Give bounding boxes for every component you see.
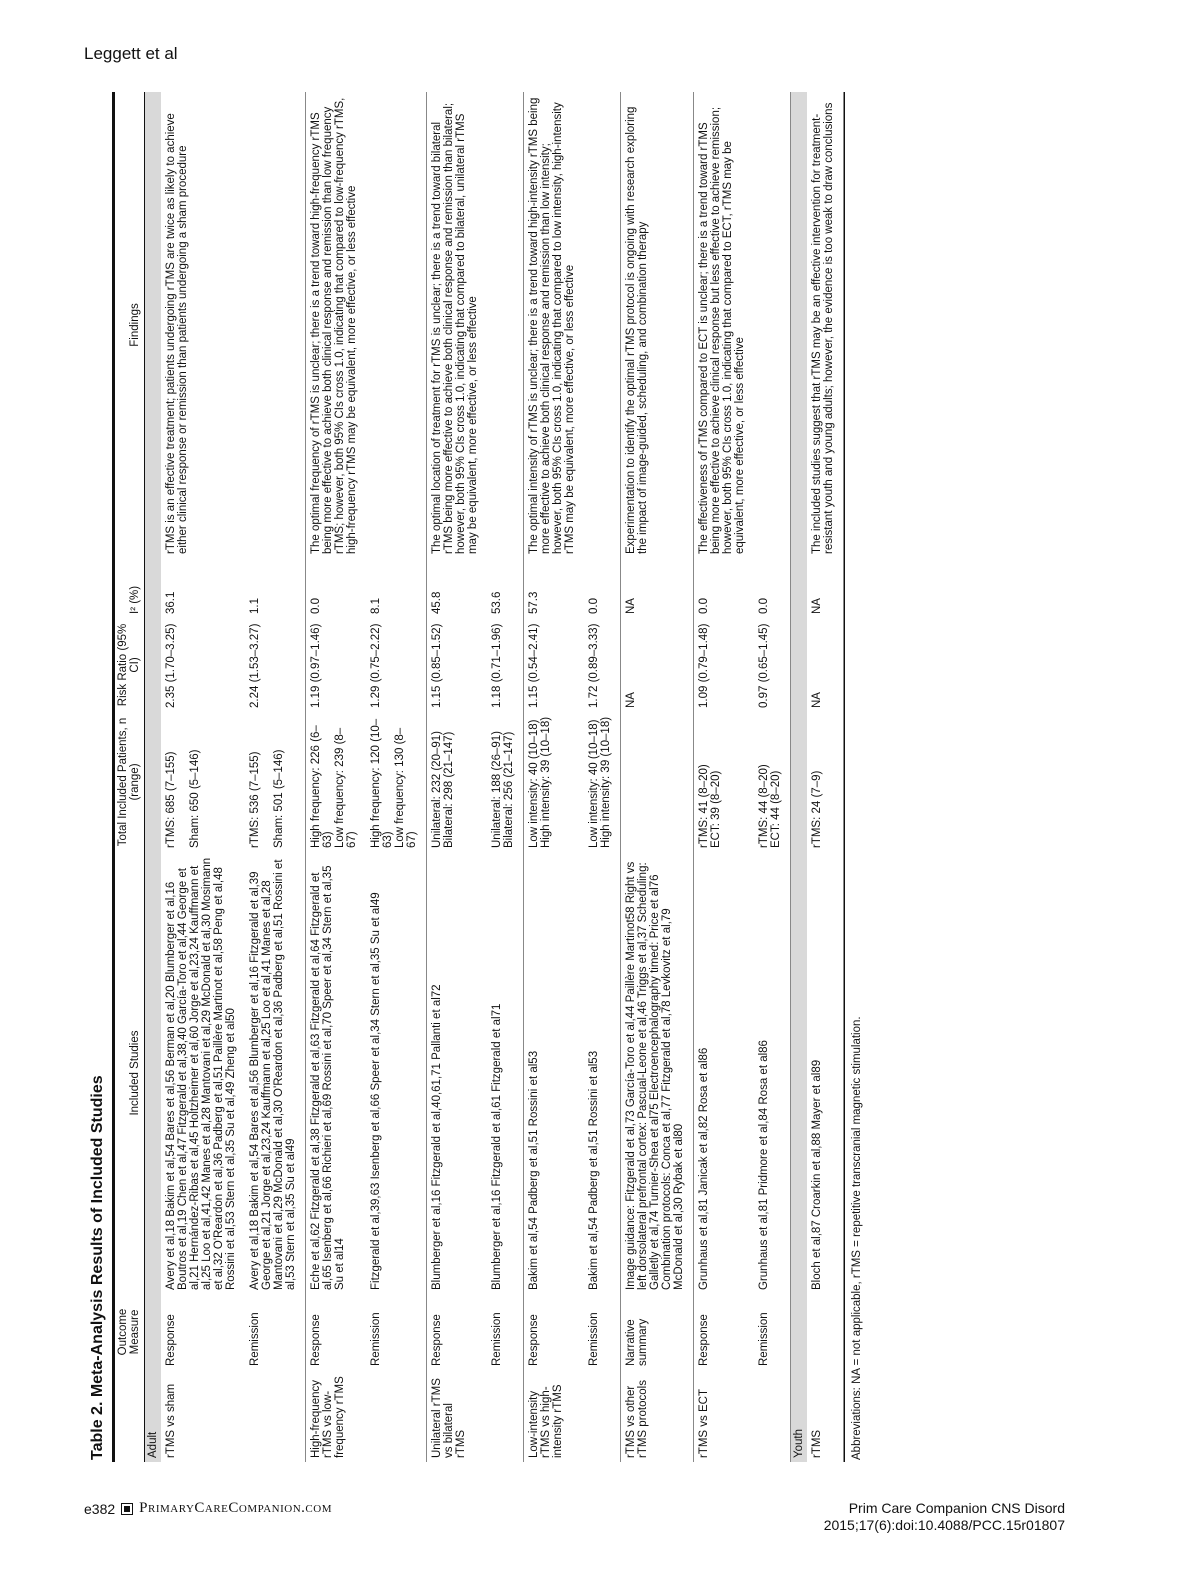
group-row-adult bbox=[145, 92, 162, 1462]
cell-patients bbox=[621, 712, 694, 852]
table-title: Table 2. Meta-Analysis Results of Included Studies bbox=[86, 92, 115, 1462]
cell-i2: 36.1 bbox=[165, 591, 177, 614]
cell-outcome: Remission bbox=[487, 1294, 524, 1370]
col-findings: Findings bbox=[115, 92, 145, 558]
table-row bbox=[694, 92, 755, 1462]
cell-findings: rTMS is an effective treatment; patients undergoing rTMS are twice as likely to achieve either clinical response or remission than patients undergoing a sham procedure bbox=[165, 113, 189, 554]
cell-studies: Bakim et al,54 Padberg et al,51 Rossini et al53 bbox=[528, 1050, 540, 1290]
cell-risk: 1.09 (0.79–1.48) bbox=[698, 623, 710, 708]
cell-i2: 45.8 bbox=[431, 591, 443, 614]
cell-findings: The effectiveness of rTMS compared to ECT is unclear; there is a trend toward rTMS being more effective to achieve clinical response but less effective to achieve remission; however, both 95% CIs cross 1.0, indicating that compared to ECT, rTMS may be equivalent, more effective, or less effective bbox=[698, 106, 746, 554]
table-row bbox=[427, 92, 488, 1462]
cell-findings: The included studies suggest that rTMS may be an effective intervention for treatment-resistant youth and young adults; however, the evidence is too weak to draw conclusions bbox=[807, 92, 844, 558]
cell-patients: High frequency: 120 (10–63) Low frequency: 130 (8–67) bbox=[366, 712, 427, 852]
site-link[interactable]: PrimaryCareCompanion.com bbox=[139, 1500, 332, 1516]
cell-comparison: High-frequency rTMS vs low-frequency rTMS bbox=[310, 1376, 346, 1458]
cell-risk: 0.97 (0.65–1.45) bbox=[754, 618, 791, 712]
cell-findings: Experimentation to identify the optimal rTMS protocol is ongoing with research exploring the impact of image-guided, scheduling, and combination therapy bbox=[621, 92, 694, 558]
cell-risk: NA bbox=[621, 618, 694, 712]
cell-comparison: rTMS vs other rTMS protocols bbox=[621, 1370, 694, 1462]
cell-patients: Unilateral: 188 (26–91) Bilateral: 256 (21–147) bbox=[487, 712, 524, 852]
cell-studies: Image guidance: Fitzgerald et al,73 García-Toro et al,44 Paillère Martinot58 Right vs left dorsolateral prefrontal cortex: Pascual-Leone et al,46 Triggs et al,37 Scheduling: Galletly et al,74 Turnier-Shea et al75 Electroencephalography timed: Price et al76 Combination protocols: Conca et al,77 Fitzgerald et al,78 Levkovitz et al,79 McDonald et al,30 Rybak et al80 bbox=[621, 852, 694, 1294]
cell-i2: 0.0 bbox=[754, 558, 791, 618]
table-row bbox=[584, 92, 621, 1462]
cell-patients: rTMS: 536 (7–155) Sham: 501 (5–146) bbox=[245, 712, 306, 852]
col-i2: I² (%) bbox=[115, 558, 145, 618]
cell-studies: Grunhaus et al,81 Janicak et al,82 Rosa et al86 bbox=[698, 1047, 710, 1290]
cell-studies: Bloch et al,87 Croarkin et al,88 Mayer et al89 bbox=[807, 852, 844, 1294]
col-patients: Total Included Patients, n (range) bbox=[115, 712, 145, 852]
cell-comparison: rTMS vs ECT bbox=[698, 1389, 710, 1458]
group-label: Adult bbox=[145, 92, 162, 1462]
cell-findings: The optimal intensity of rTMS is unclear; there is a trend toward high-intensity rTMS being more effective to achieve both clinical response and remission than low intensity; however, both 95% CIs cross 1.0, indicating that compared to low intensity, high-intensity rTMS may be equivalent, more effective, or less effective bbox=[528, 97, 576, 554]
cell-outcome: Response bbox=[431, 1314, 443, 1366]
results-table bbox=[115, 92, 844, 1462]
cell-findings bbox=[487, 92, 524, 558]
cell-comparison bbox=[754, 1370, 791, 1462]
cell-risk: NA bbox=[807, 618, 844, 712]
cell-studies: Blumberger et al,16 Fitzgerald et al,40,61,71 Pallanti et al72 bbox=[431, 984, 443, 1290]
cell-studies: Avery et al,18 Bakim et al,54 Bares et al,56 Blumberger et al,16 Fitzgerald et al,39 George et al,21 Jorge et al,23,24 Kauffmann et al,25 Loo et al,41 Manes et al,28 Mantovani et al,29 McDonald et al,30 O'Reardon et al,36 Padberg et al,51 Rossini et al,53 Stern et al,35 Su et al49 bbox=[245, 852, 306, 1294]
cell-risk: 1.72 (0.89–3.33) bbox=[584, 618, 621, 712]
col-outcome: Outcome Measure bbox=[115, 1294, 145, 1370]
table-row bbox=[621, 92, 694, 1462]
cell-patients: Low intensity: 40 (10–18) High intensity: 39 (10–18) bbox=[584, 712, 621, 852]
cell-findings bbox=[366, 92, 427, 558]
abbreviations-note: Abbreviations: NA = not applicable, rTMS = repetitive transcranial magnetic stimulation. bbox=[844, 92, 863, 1462]
cell-risk: 1.19 (0.97–1.46) bbox=[310, 623, 322, 708]
cell-risk: 1.15 (0.85–1.52) bbox=[431, 623, 443, 708]
table-row bbox=[366, 92, 427, 1462]
cell-i2: 0.0 bbox=[584, 558, 621, 618]
cell-studies: Avery et al,18 Bakim et al,54 Bares et al,56 Berman et al,20 Blumberger et al,16 Boutros et al,19 Chen et al,47 Fitzgerald et al,38,40 García-Toro et al,44 George et al,21 Hernández-Ribas et al,45 Holtzheimer et al,60 Jorge et al,23,24 Kauffmann et al,25 Loo et al,41,42 Manes et al,28 Mantovani et al,29 McDonald et al,30 Mosimann et al,32 O'Reardon et al,36 Padberg et al,51 Paillère Martinot et al,58 Peng et al,48 Rossini et al,53 Stern et al,35 Su et al,49 Zheng et al50 bbox=[165, 857, 237, 1290]
cell-outcome: Response bbox=[528, 1314, 540, 1366]
cell-outcome: Response bbox=[698, 1314, 710, 1366]
cell-patients: rTMS: 685 (7–155) Sham: 650 (5–146) bbox=[165, 749, 201, 848]
footer-right bbox=[824, 1500, 1065, 1534]
cell-studies: Fitzgerald et al,39,63 Isenberg et al,66 Speer et al,34 Stern et al,35 Su et al49 bbox=[366, 852, 427, 1294]
table-row bbox=[306, 92, 367, 1462]
cell-i2: 0.0 bbox=[310, 598, 322, 614]
group-label: Youth bbox=[791, 92, 808, 1462]
cell-risk: 1.29 (0.75–2.22) bbox=[366, 618, 427, 712]
cell-comparison: rTMS bbox=[807, 1370, 844, 1462]
cell-i2: 1.1 bbox=[245, 558, 306, 618]
cell-comparison: rTMS vs sham bbox=[165, 1383, 177, 1458]
cell-outcome: Remission bbox=[366, 1294, 427, 1370]
cell-risk: 1.18 (0.71–1.96) bbox=[487, 618, 524, 712]
group-row-youth bbox=[791, 92, 808, 1462]
cell-i2: 0.0 bbox=[698, 598, 710, 614]
cell-comparison bbox=[584, 1370, 621, 1462]
cell-patients: rTMS: 24 (7–9) bbox=[807, 712, 844, 852]
cell-studies: Blumberger et al,16 Fitzgerald et al,61 Fitzgerald et al71 bbox=[487, 852, 524, 1294]
table-row bbox=[807, 92, 844, 1462]
journal-name: Prim Care Companion CNS Disord bbox=[848, 1500, 1065, 1516]
table-row bbox=[524, 92, 585, 1462]
cell-outcome bbox=[807, 1294, 844, 1370]
cell-i2: NA bbox=[807, 558, 844, 618]
cell-patients: Unilateral: 232 (20–91) Bilateral: 298 (21–147) bbox=[431, 731, 455, 848]
cell-i2: NA bbox=[621, 558, 694, 618]
col-studies: Included Studies bbox=[115, 852, 145, 1294]
cell-patients: rTMS: 44 (8–20) ECT: 44 (8–20) bbox=[754, 712, 791, 852]
table-row bbox=[487, 92, 524, 1462]
doi-citation: 2015;17(6):doi:10.4088/PCC.15r01807 bbox=[823, 1517, 1065, 1533]
cell-risk: 2.24 (1.53–3.27) bbox=[245, 618, 306, 712]
table-row bbox=[754, 92, 791, 1462]
running-head: Leggett et al bbox=[84, 44, 178, 63]
cell-comparison bbox=[487, 1370, 524, 1462]
cell-findings bbox=[754, 92, 791, 558]
table-row bbox=[245, 92, 306, 1462]
cell-i2: 57.3 bbox=[528, 591, 540, 614]
cell-studies: Grunhaus et al,81 Pridmore et al,84 Rosa et al86 bbox=[754, 852, 791, 1294]
cell-patients: rTMS: 41 (8–20) ECT: 39 (8–20) bbox=[698, 764, 722, 848]
cell-patients: Low intensity: 40 (10–18) High intensity: 39 (10–18) bbox=[528, 716, 552, 848]
cell-findings bbox=[584, 92, 621, 558]
cell-comparison: Unilateral rTMS vs bilateral rTMS bbox=[431, 1378, 467, 1458]
cell-comparison: Low-intensity rTMS vs high-intensity rTMS bbox=[528, 1384, 564, 1458]
cell-comparison bbox=[245, 1370, 306, 1462]
cell-findings: The optimal location of treatment for rTMS is unclear; there is a trend toward bilateral rTMS being more effective to achieve both clinical response and remission than bilateral; however, both 95% CIs cross 1.0, indicating that compared to bilateral, unilateral rTMS may be equivalent, more effective, or less effective bbox=[431, 102, 479, 554]
cell-outcome: Remission bbox=[754, 1294, 791, 1370]
meta-analysis-table bbox=[86, 92, 1090, 1462]
cell-outcome: Remission bbox=[584, 1294, 621, 1370]
page-number: e382 bbox=[84, 1500, 116, 1517]
cell-outcome: Response bbox=[165, 1314, 177, 1366]
col-comparison bbox=[115, 1370, 145, 1462]
cell-risk: 1.15 (0.54–2.41) bbox=[528, 623, 540, 708]
square-bullet-icon bbox=[121, 1503, 133, 1515]
cell-studies: Eche et al,62 Fitzgerald et al,38 Fitzgerald et al,63 Fitzgerald et al,64 Fitzgerald et al,65 Isenberg et al,66 Richieri et al,69 Rossini et al,70 Speer et al,34 Stern et al,35 Su et al14 bbox=[310, 865, 346, 1290]
cell-studies: Bakim et al,54 Padberg et al,51 Rossini et al53 bbox=[584, 852, 621, 1294]
cell-patients: High frequency: 226 (6–63) Low frequency: 239 (8–67) bbox=[310, 725, 358, 848]
cell-i2: 8.1 bbox=[366, 558, 427, 618]
cell-risk: 2.35 (1.70–3.25) bbox=[165, 623, 177, 708]
cell-outcome: Remission bbox=[245, 1294, 306, 1370]
cell-findings bbox=[245, 92, 306, 558]
footer-left bbox=[84, 1500, 332, 1517]
cell-findings: The optimal frequency of rTMS is unclear; there is a trend toward high-frequency rTMS being more effective to achieve both clinical response and remission than low frequency rTMS; however, both 95% CIs cross 1.0, indicating that compared to low-frequency rTMS, high-frequency rTMS may be equivalent, more effective, or less effective bbox=[310, 97, 358, 554]
table-row bbox=[161, 92, 245, 1462]
cell-outcome: Response bbox=[310, 1314, 322, 1366]
col-risk-ratio: Risk Ratio (95% CI) bbox=[115, 618, 145, 712]
cell-outcome: Narrative summary bbox=[621, 1294, 694, 1370]
cell-i2: 53.6 bbox=[487, 558, 524, 618]
header-row bbox=[115, 92, 145, 1462]
cell-comparison bbox=[366, 1370, 427, 1462]
